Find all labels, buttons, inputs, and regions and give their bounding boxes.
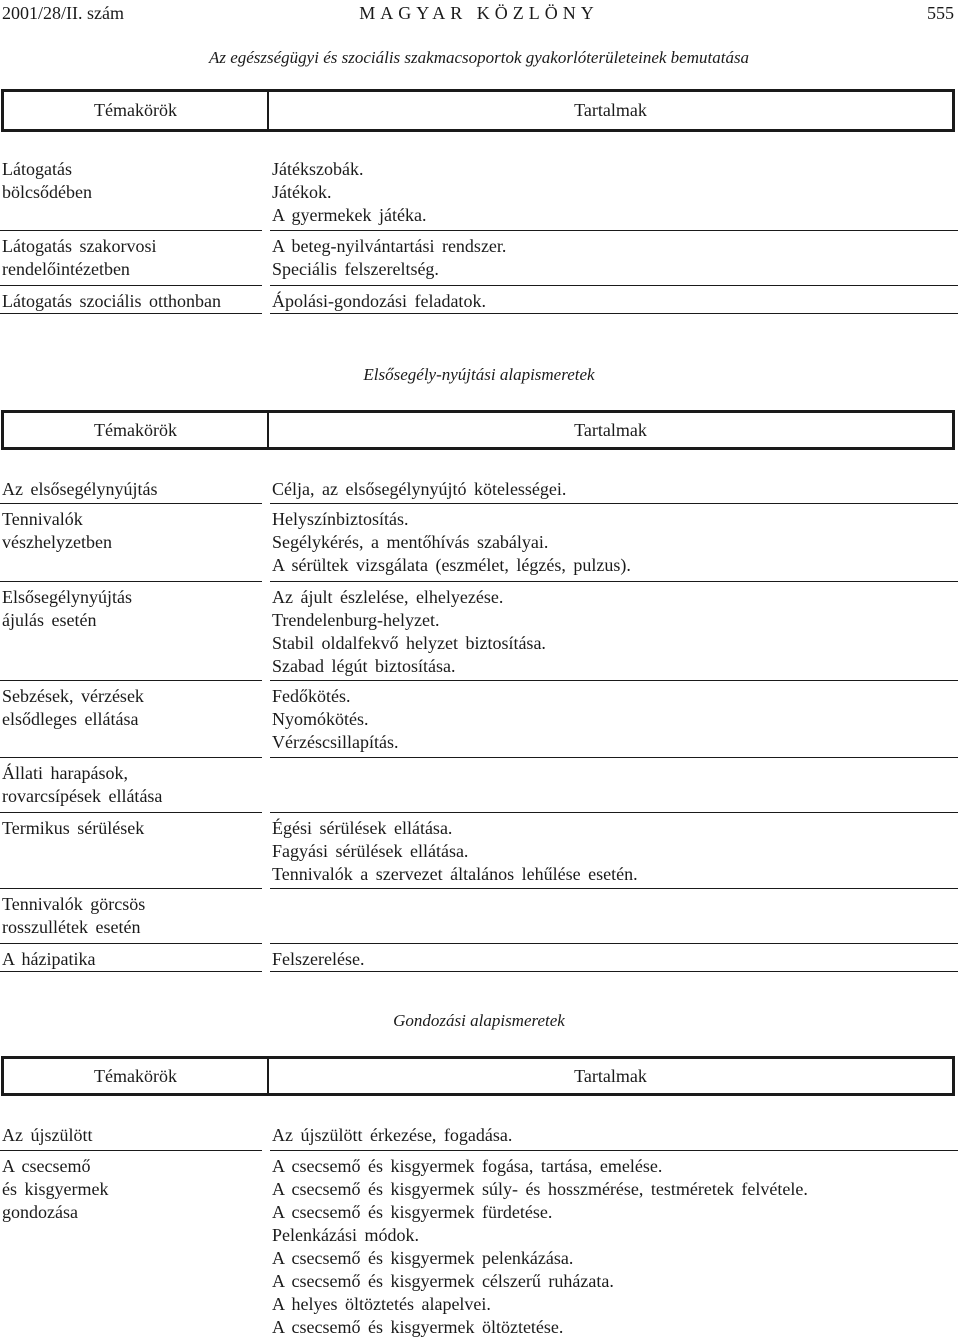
issue-number: 2001/28/II. szám	[2, 3, 124, 23]
row-divider	[270, 971, 958, 972]
content-cell	[272, 478, 952, 501]
topic-cell	[2, 158, 262, 204]
topic-line: Tennivalók görcsös	[2, 894, 146, 914]
content-line: Fedőkötés.	[272, 686, 351, 706]
content-line: Játékszobák.	[272, 159, 364, 179]
topic-line: vészhelyzetben	[2, 532, 112, 552]
row-divider	[0, 943, 262, 944]
section-title: Elsősegély-nyújtási alapismeretek	[363, 365, 595, 384]
topic-line: A házipatika	[2, 949, 96, 969]
content-line: A helyes öltöztetés alapelvei.	[272, 1294, 491, 1314]
table-header	[1, 410, 955, 450]
topic-line: Elsősegélynyújtás	[2, 587, 132, 607]
page-number: 555	[927, 3, 954, 23]
topic-line: Termikus sérülések	[2, 818, 145, 838]
row-divider	[270, 285, 958, 286]
content-line: A csecsemő és kisgyermek pelenkázása.	[272, 1248, 574, 1268]
topic-cell	[2, 1124, 262, 1147]
column-header-topics: Témakörök	[94, 419, 177, 440]
topic-line: A csecsemő	[2, 1156, 91, 1176]
topic-line: rovarcsípések ellátása	[2, 786, 163, 806]
topic-line: rosszullétek esetén	[2, 917, 141, 937]
content-cell	[272, 1155, 952, 1339]
topic-line: Látogatás	[2, 159, 72, 179]
row-divider	[0, 230, 262, 231]
topic-line: gondozása	[2, 1202, 78, 1222]
content-line: Trendelenburg-helyzet.	[272, 610, 440, 630]
section-title: Gondozási alapismeretek	[393, 1011, 565, 1030]
row-divider	[270, 943, 958, 944]
page-header	[0, 2, 958, 24]
row-divider	[0, 888, 262, 889]
content-line: Szabad légút biztosítása.	[272, 656, 456, 676]
topic-line: és kisgyermek	[2, 1179, 109, 1199]
row-divider	[0, 285, 262, 286]
content-cell	[272, 685, 952, 754]
content-line: Stabil oldalfekvő helyzet biztosítása.	[272, 633, 546, 653]
topic-line: Állati harapások,	[2, 763, 128, 783]
content-line: Játékok.	[272, 182, 332, 202]
content-cell	[272, 817, 952, 886]
topic-line: Az elsősegélynyújtás	[2, 479, 158, 499]
content-line: A csecsemő és kisgyermek célszerű ruházata.	[272, 1271, 614, 1291]
row-divider	[0, 757, 262, 758]
content-cell	[272, 948, 952, 971]
content-cell	[272, 508, 952, 577]
content-line: Fagyási sérülések ellátása.	[272, 841, 469, 861]
row-divider	[270, 230, 958, 231]
content-line: A beteg-nyilvántartási rendszer.	[272, 236, 507, 256]
topic-cell	[2, 290, 262, 313]
table-header	[1, 89, 955, 132]
content-cell	[272, 158, 952, 227]
topic-cell	[2, 817, 262, 840]
content-line: Az újszülött érkezése, fogadása.	[272, 1125, 513, 1145]
row-divider	[0, 971, 262, 972]
column-header-contents: Tartalmak	[574, 419, 647, 440]
topic-cell	[2, 1155, 262, 1224]
content-line: Segélykérés, a mentőhívás szabályai.	[272, 532, 549, 552]
content-cell	[272, 1124, 952, 1147]
row-divider	[270, 812, 958, 813]
row-divider	[0, 1150, 262, 1151]
content-line: Speciális felszereltség.	[272, 259, 439, 279]
topic-cell	[2, 235, 262, 281]
topic-cell	[2, 478, 262, 501]
topic-line: Látogatás szakorvosi	[2, 236, 157, 256]
row-divider	[270, 888, 958, 889]
content-line: A gyermekek játéka.	[272, 205, 427, 225]
topic-line: Az újszülött	[2, 1125, 93, 1145]
content-cell	[272, 290, 952, 313]
row-divider	[0, 503, 262, 504]
content-line: A csecsemő és kisgyermek fürdetése.	[272, 1202, 553, 1222]
journal-title: MAGYAR KÖZLÖNY	[359, 3, 599, 23]
content-line: A csecsemő és kisgyermek fogása, tartása, emelése.	[272, 1156, 663, 1176]
content-line: Égési sérülések ellátása.	[272, 818, 453, 838]
topic-line: elsődleges ellátása	[2, 709, 139, 729]
column-header-contents: Tartalmak	[574, 100, 647, 120]
column-header-topics: Témakörök	[94, 100, 177, 120]
content-line: Nyomókötés.	[272, 709, 369, 729]
row-divider	[0, 581, 262, 582]
row-divider	[270, 581, 958, 582]
row-divider	[270, 1150, 958, 1151]
content-line: A sérültek vizsgálata (eszmélet, légzés, pulzus).	[272, 555, 631, 575]
content-line: Vérzéscsillapítás.	[272, 732, 399, 752]
row-divider	[0, 680, 262, 681]
row-divider	[0, 812, 262, 813]
topic-line: Tennivalók	[2, 509, 83, 529]
content-line: A csecsemő és kisgyermek öltöztetése.	[272, 1317, 564, 1337]
column-header-contents: Tartalmak	[574, 1065, 647, 1086]
content-line: Pelenkázási módok.	[272, 1225, 419, 1245]
content-line: Ápolási-gondozási feladatok.	[272, 291, 486, 311]
topic-line: bölcsődében	[2, 182, 92, 202]
topic-cell	[2, 948, 262, 971]
topic-cell	[2, 508, 262, 554]
topic-line: rendelőintézetben	[2, 259, 130, 279]
content-line: Tennivalók a szervezet általános lehűlése esetén.	[272, 864, 638, 884]
section-title: Az egészségügyi és szociális szakmacsoportok gyakorlóterületeinek bemutatása	[208, 48, 750, 67]
topic-line: Látogatás szociális otthonban	[2, 291, 221, 311]
row-divider	[270, 757, 958, 758]
content-line: Az ájult észlelése, elhelyezése.	[272, 587, 504, 607]
row-divider	[270, 503, 958, 504]
content-line: Célja, az elsősegélynyújtó kötelességei.	[272, 479, 567, 499]
row-divider	[270, 680, 958, 681]
column-header-topics: Témakörök	[94, 1065, 177, 1086]
content-line: Felszerelése.	[272, 949, 365, 969]
content-cell	[272, 235, 952, 281]
topic-cell	[2, 685, 262, 731]
content-line: A csecsemő és kisgyermek súly- és hosszmérése, testméretek felvétele.	[272, 1179, 808, 1199]
topic-cell	[2, 586, 262, 632]
row-divider	[0, 313, 262, 314]
topic-line: ájulás esetén	[2, 610, 97, 630]
content-cell	[272, 586, 952, 678]
topic-cell	[2, 893, 262, 939]
content-line: Helyszínbiztosítás.	[272, 509, 409, 529]
row-divider	[270, 313, 958, 314]
table-header	[1, 1056, 955, 1096]
topic-cell	[2, 762, 262, 808]
topic-line: Sebzések, vérzések	[2, 686, 144, 706]
